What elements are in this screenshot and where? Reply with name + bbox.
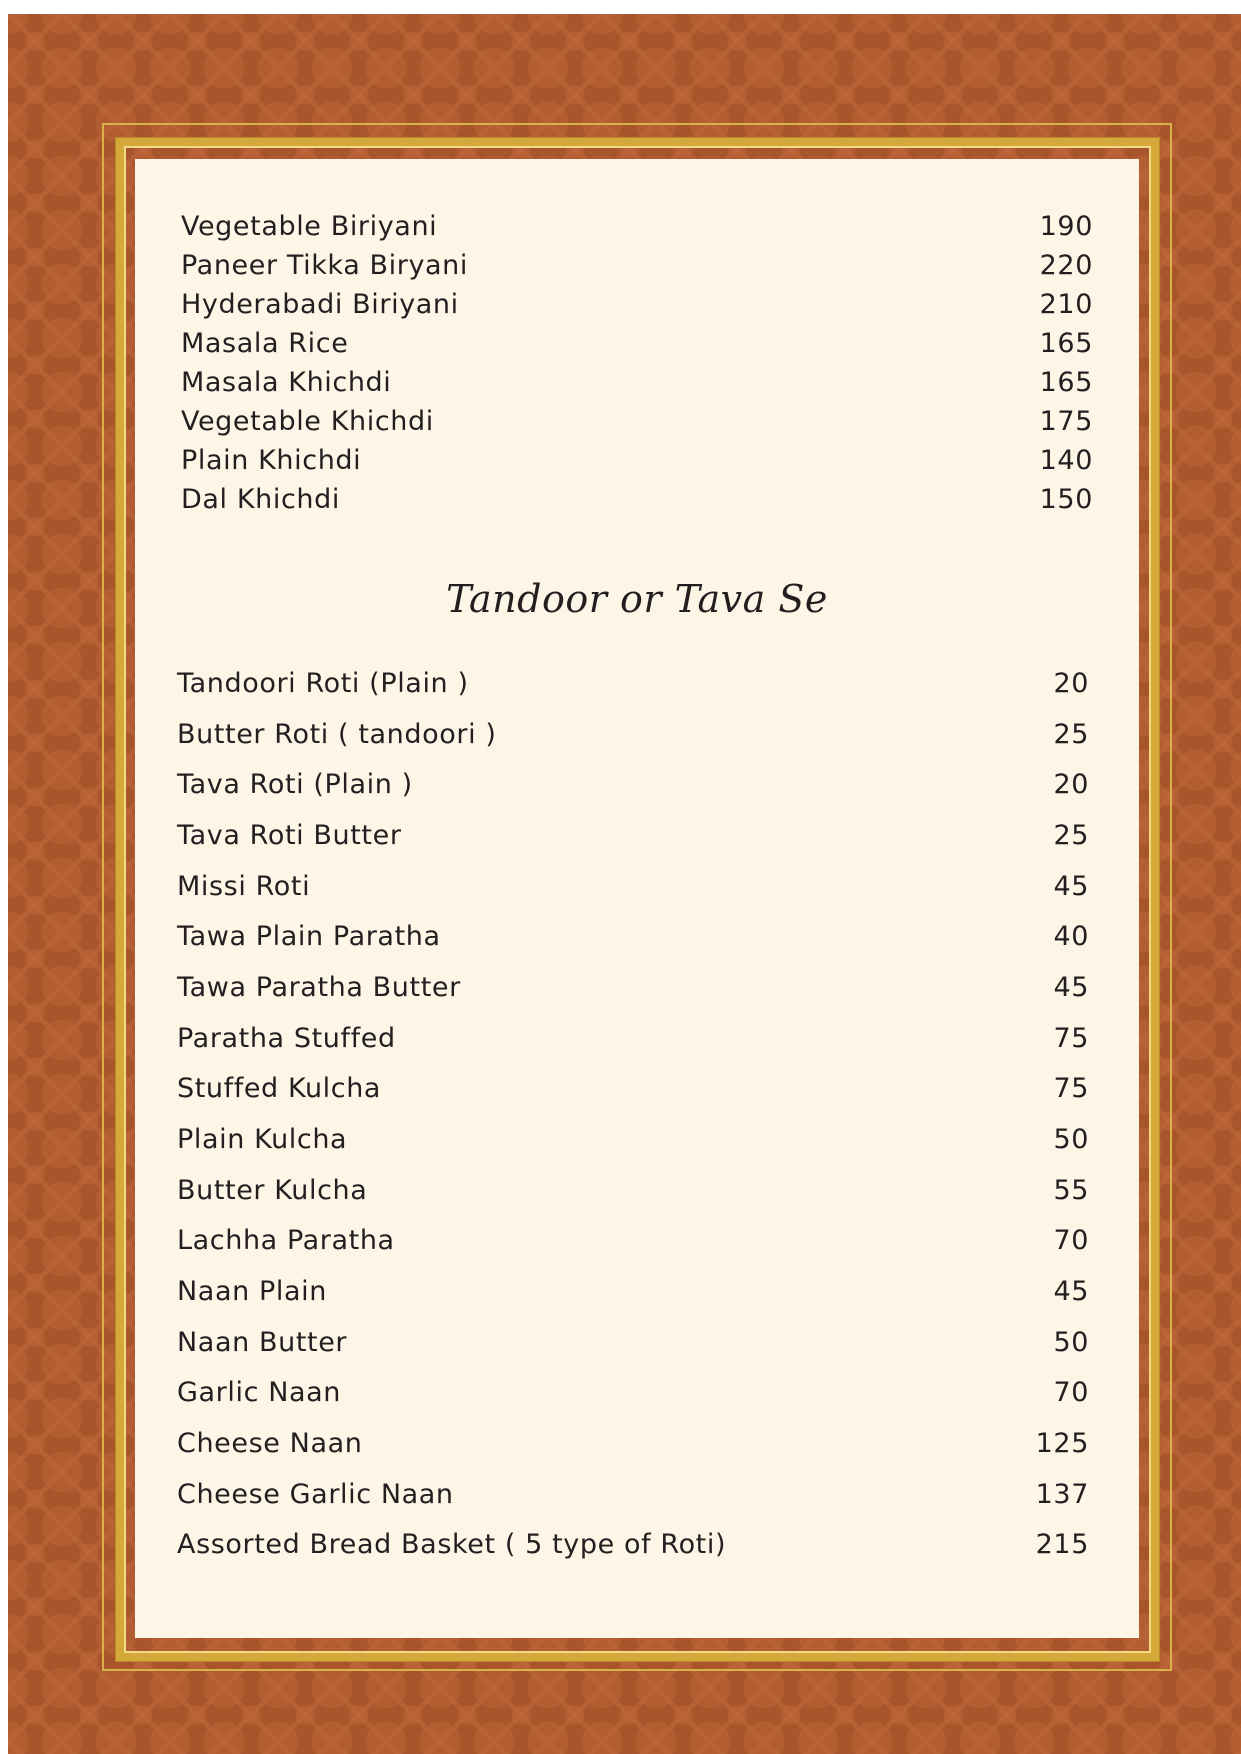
item-name: Butter Roti ( tandoori ) (177, 719, 497, 750)
menu-item (135, 363, 1139, 403)
item-price: 137 (1035, 1479, 1089, 1510)
menu-item (135, 1120, 1139, 1160)
section-title-tandoor: Tandoor or Tava Se (446, 577, 828, 621)
menu-item (135, 1019, 1139, 1059)
item-price: 45 (1053, 871, 1089, 902)
item-name: Paratha Stuffed (177, 1023, 396, 1054)
menu-item (135, 207, 1139, 247)
item-name: Vegetable Biriyani (181, 211, 438, 242)
item-price: 75 (1053, 1073, 1089, 1104)
menu-item (135, 285, 1139, 325)
item-price: 220 (1039, 250, 1093, 281)
item-price: 50 (1053, 1124, 1089, 1155)
item-name: Plain Kulcha (177, 1124, 348, 1155)
item-name: Stuffed Kulcha (177, 1073, 382, 1104)
item-name: Masala Khichdi (181, 367, 392, 398)
item-price: 45 (1053, 1276, 1089, 1307)
item-name: Tava Roti Butter (177, 820, 402, 851)
item-name: Missi Roti (177, 871, 311, 902)
menu-item (135, 324, 1139, 364)
item-price: 50 (1053, 1327, 1089, 1358)
item-name: Cheese Naan (177, 1428, 363, 1459)
item-price: 25 (1053, 719, 1089, 750)
item-price: 45 (1053, 972, 1089, 1003)
item-name: Hyderabadi Biriyani (181, 289, 459, 320)
menu-item (135, 1525, 1139, 1565)
menu-item (135, 1221, 1139, 1261)
menu-item (135, 1171, 1139, 1211)
item-name: Plain Khichdi (181, 445, 362, 476)
item-price: 70 (1053, 1377, 1089, 1408)
item-name: Lachha Paratha (177, 1225, 395, 1256)
menu-item (135, 1424, 1139, 1464)
item-name: Naan Plain (177, 1276, 327, 1307)
item-price: 165 (1039, 328, 1093, 359)
item-name: Tandoori Roti (Plain ) (177, 668, 469, 699)
menu-item (135, 246, 1139, 286)
item-price: 25 (1053, 820, 1089, 851)
item-name: Naan Butter (177, 1327, 348, 1358)
item-name: Paneer Tikka Biryani (181, 250, 468, 281)
menu-item (135, 715, 1139, 755)
menu-item (135, 816, 1139, 856)
menu-item (135, 917, 1139, 957)
item-price: 190 (1039, 211, 1093, 242)
menu-item (135, 664, 1139, 704)
item-price: 165 (1039, 367, 1093, 398)
menu-item (135, 1475, 1139, 1515)
menu-item (135, 1069, 1139, 1109)
item-name: Cheese Garlic Naan (177, 1479, 454, 1510)
item-price: 20 (1053, 769, 1089, 800)
menu-card (135, 159, 1139, 1638)
menu-item (135, 968, 1139, 1008)
item-price: 125 (1035, 1428, 1089, 1459)
menu-item (135, 1323, 1139, 1363)
item-name: Dal Khichdi (181, 484, 340, 515)
item-name: Tawa Paratha Butter (177, 972, 461, 1003)
item-name: Tawa Plain Paratha (177, 921, 441, 952)
menu-item (135, 1272, 1139, 1312)
item-price: 20 (1053, 668, 1089, 699)
item-price: 55 (1053, 1175, 1089, 1206)
item-price: 140 (1039, 445, 1093, 476)
item-price: 210 (1039, 289, 1093, 320)
item-name: Butter Kulcha (177, 1175, 368, 1206)
menu-item (135, 480, 1139, 520)
item-name: Tava Roti (Plain ) (177, 769, 413, 800)
item-price: 70 (1053, 1225, 1089, 1256)
menu-item (135, 441, 1139, 481)
menu-item (135, 867, 1139, 907)
menu-page-background (8, 14, 1241, 1754)
item-name: Masala Rice (181, 328, 349, 359)
menu-item (135, 765, 1139, 805)
item-price: 150 (1039, 484, 1093, 515)
item-price: 40 (1053, 921, 1089, 952)
item-name: Vegetable Khichdi (181, 406, 434, 437)
item-price: 175 (1039, 406, 1093, 437)
item-price: 215 (1035, 1529, 1089, 1560)
item-price: 75 (1053, 1023, 1089, 1054)
menu-item (135, 402, 1139, 442)
item-name: Garlic Naan (177, 1377, 341, 1408)
menu-item (135, 1373, 1139, 1413)
item-name: Assorted Bread Basket ( 5 type of Roti) (177, 1529, 727, 1560)
